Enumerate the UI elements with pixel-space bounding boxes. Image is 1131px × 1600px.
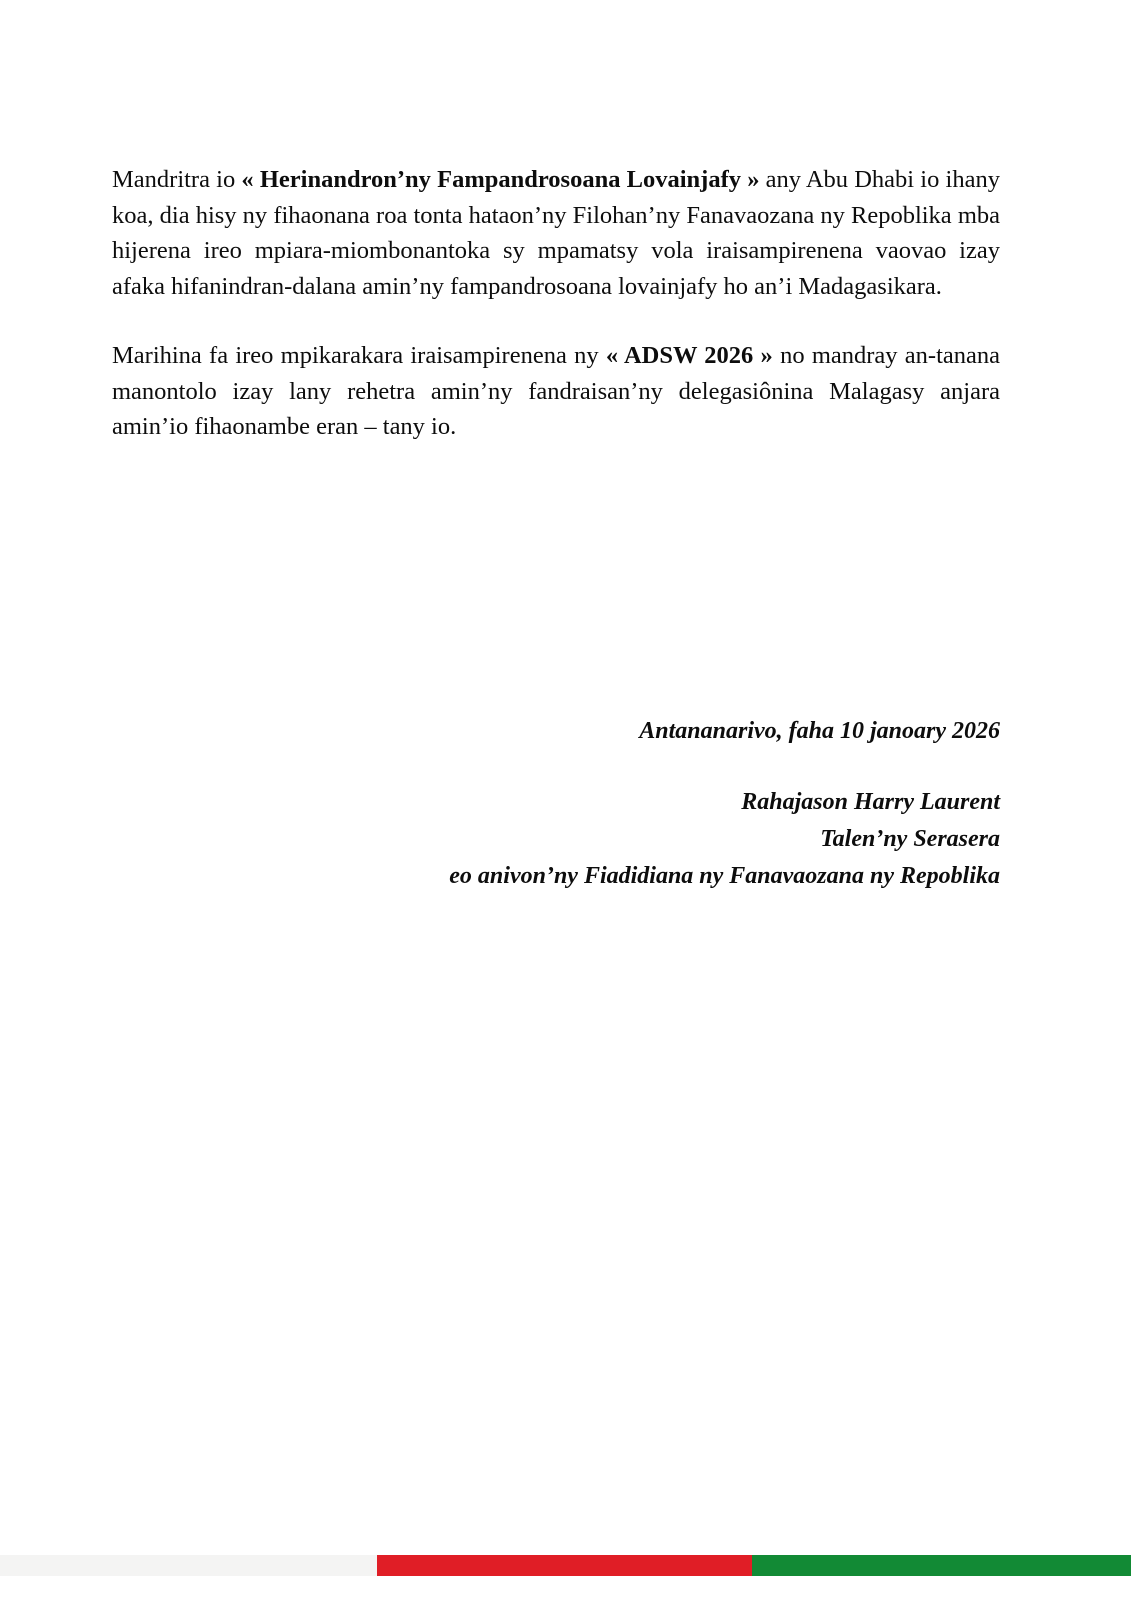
signature-block [300,714,1000,895]
body-paragraph-1 [112,162,1000,304]
document-body [112,162,1000,445]
paragraph-1-run-3: any Abu Dhabi io ihany koa, dia hisy ny fihaonana roa tonta hataon’ny Filohan’ny Fanavaozana ny Repoblika mba hijerena ireo mpiara-miombonantoka sy mpamatsy vola iraisampirenena vaovao izay afaka hifanindran-dalana amin’ny fampandrosoana lovainjafy ho an’i Madagasikara. [112,166,1000,300]
paragraph-2-run-2: « ADSW 2026 » [605,342,773,369]
paragraph-1-run-1: Mandritra io [112,166,242,193]
footer-bar-segment-neutral [0,1555,377,1576]
footer-color-bar [0,1555,1131,1576]
paragraph-2-run-1: Marihina fa ireo mpikarakara iraisampirenena ny [112,342,606,369]
paragraph-1-run-2: « Herinandron’ny Fampandrosoana Lovainjafy » [241,166,760,193]
signature-date-line: Antananarivo, faha 10 janoary 2026 [639,718,1000,744]
signature-spacer [300,748,1000,784]
footer-bar-segment-green [752,1555,1131,1576]
signature-name: Rahajason Harry Laurent [741,789,1000,815]
paragraph-2-run-3: no mandray an-tanana manontolo izay lany rehetra amin’ny fandraisan’ny delegasiônina Malagasy anjara amin’io fihaonambe eran – tany io. [112,342,1000,440]
body-paragraph-2 [112,338,1000,445]
signature-organization: eo anivon’ny Fiadidiana ny Fanavaozana ny Repoblika [449,863,1000,889]
signature-title: Talen’ny Serasera [820,826,1000,852]
footer-bar-segment-red [377,1555,752,1576]
